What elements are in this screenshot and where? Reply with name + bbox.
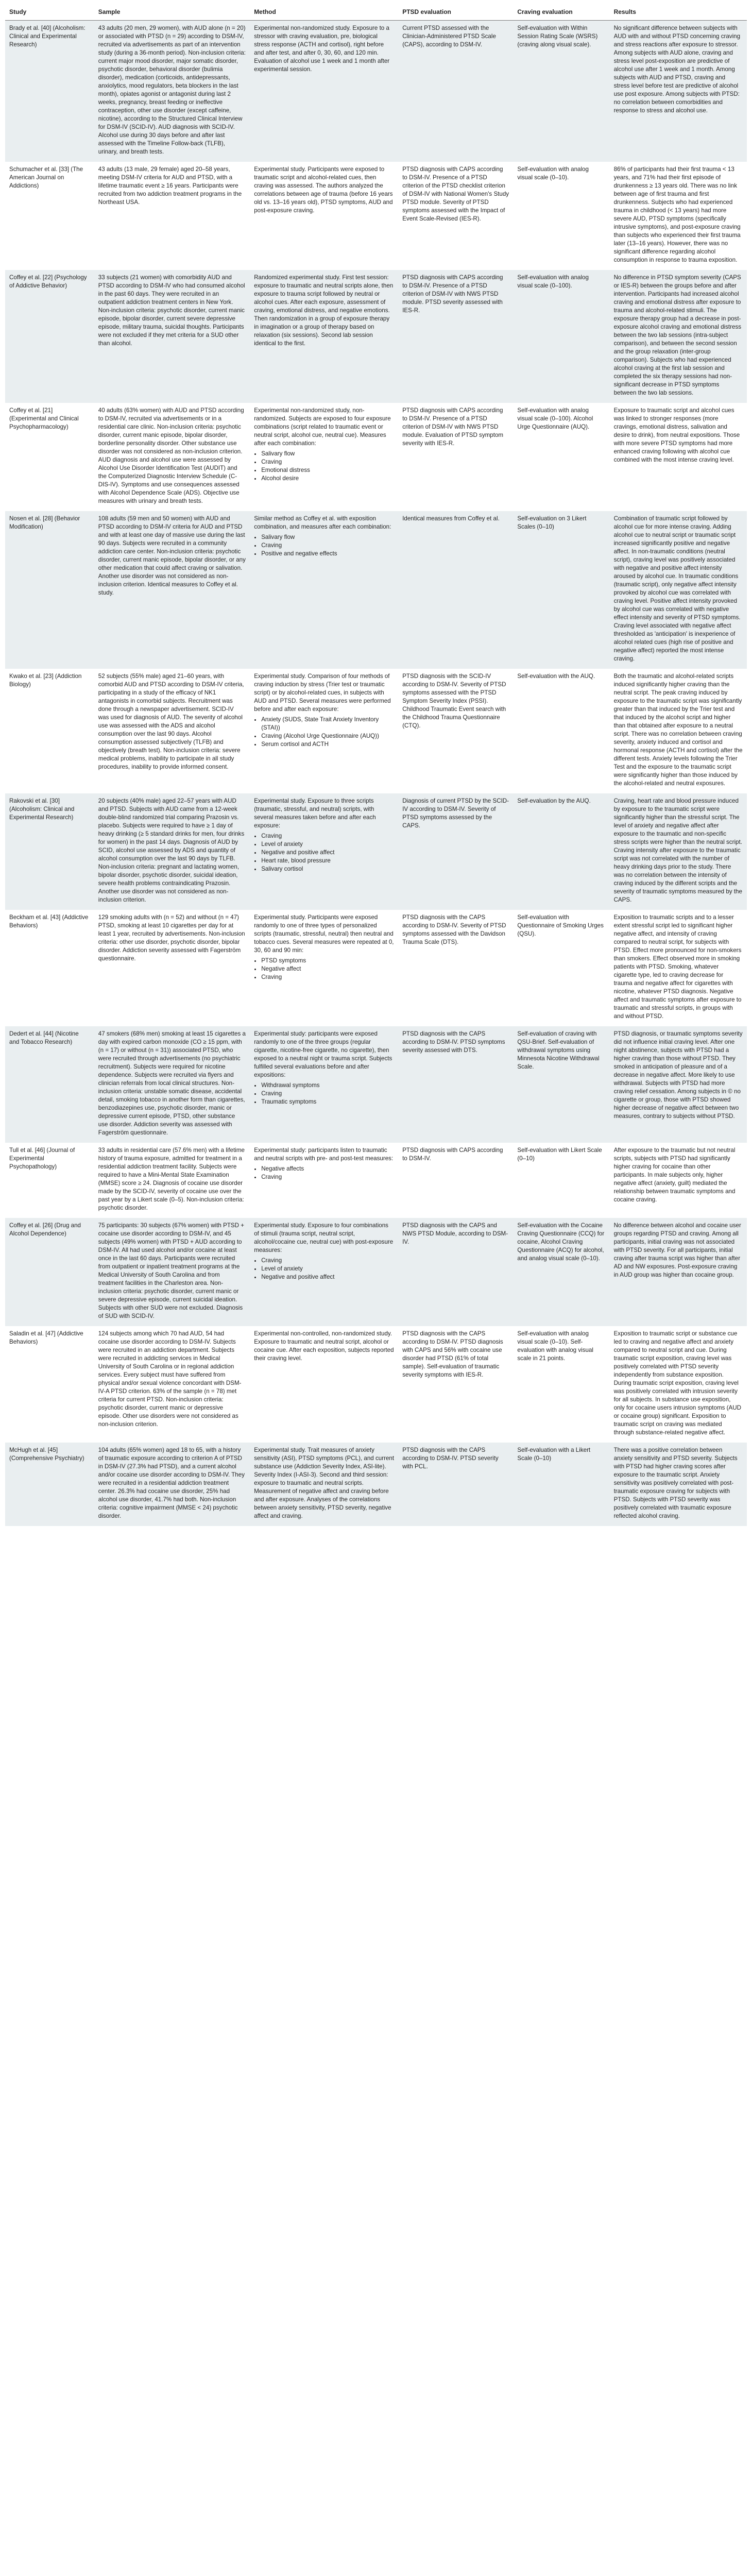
method-measure-item: • Negative affect — [261, 965, 394, 973]
cell-method-text: Experimental study. Participants were exposed randomly to one of three types of personalized scripts (traumatic, stressful, neutral) then neutral and tobacco cues. Several measures were repeated at 0, 30, 60 and 90 min: — [254, 914, 394, 954]
cell-sample-text: 124 subjects among which 70 had AUD, 54 had cocaine use disorder according to DSM-IV. Subjects were recruited in an addiction department. Subjects were recruited in addicting services in Medical University of South Carolina or in regional addiction services. Every subject must have suffered from physical and/or sexual violence concordant with DSM-IV-A PTSD criterion. 63% of the sample (n = 78) met criteria for current PTSD. Non-inclusion criteria: psychotic disorder, current manic or depressive episode. Other use disorders were not considered as non-inclusion criterion. — [98, 1330, 242, 1428]
method-measure-item: • Emotional distress — [261, 466, 394, 474]
cell-sample-text: 75 participants: 30 subjects (67% women) with PTSD + cocaine use disorder according to DSM-IV, and 45 subjects (49% women) with PTSD + AUD according to DSM-IV. All had used alcohol and/or cocaine at least once in the last 60 days. Participants were recruited from outpatient or inpatient treatment programs at the Medical University of South Carolina and from treatment facilities in the Charleston area. Non-inclusion criteria: psychotic disorder, current manic or severe depressive episode, current suicidal ideation. Subjects with other SUD were not excluded. Diagnosis of SUD with SCID-IV. — [98, 1222, 245, 1319]
cell-method-text: Randomized experimental study. First test session: exposure to traumatic and neutral scripts alone, then exposure to trauma script followed by neutral or alcohol cues. After each exposure, assessment of craving, emotional distress, and negative emotions. Then randomization in a group of exposure therapy in imagination or a group of therapy based on relaxation (six sessions). Second lab session identical to the first. — [254, 274, 394, 347]
method-measure-item: • PTSD symptoms — [261, 957, 394, 965]
method-measure-item: • Negative and positive affect — [261, 849, 394, 857]
header-ptsd-evaluation: PTSD evaluation — [398, 4, 513, 21]
cell-results-text: Combination of traumatic script followed by alcohol cue for more intense craving. Adding alcohol cue to neutral script or traumatic script increased significantly positive and negative affect. In non-traumatic conditions (neutral script), craving level was positively associated with negative and positive affect intensity aroused by alcohol cue. In traumatic conditions (traumatic script), only negative affect intensity provoked by alcohol cue was correlated with craving level. Positive affect intensity provoked by alcohol cue was correlated with negative effect intensity and severity of PTSD symptoms. Craving level associated with negative affect thresholded as 'anticipation' is inexperience of alcohol related cues (high rise of positive and negative affect) reported the most intense craving. — [613, 515, 741, 662]
cell-results-text: There was a positive correlation between anxiety sensitivity and PTSD severity. Subjects with PTSD had higher craving scores after exposure to the traumatic script. Anxiety sensitivity was positively correlated with post-traumatic exposure craving for subjects with PTSD. Subjects with PTSD severity was positively correlated with traumatic exposure reflected alcohol craving. — [613, 1447, 738, 1519]
method-measures-list — [254, 1081, 394, 1106]
cell-results-text: No significant difference between subjects with AUD with and without PTSD concerning craving and stress reactions after exposure to stressor. Among subjects with AUD alone, craving and stress level post-exposition are predictive of alcohol use after 1 week and 1 month. Among subjects with AUD and PTSD, craving and stress level before test are predictive of alcohol use post exposure. Among subjects with PTSD: no correlation between comorbidities and response to stress and alcohol use. — [613, 25, 741, 114]
cell-craving-evaluation — [513, 270, 609, 403]
cell-ptsd-evaluation — [398, 403, 513, 511]
cell-study — [5, 162, 94, 270]
cell-sample-text: 43 adults (13 male, 29 female) aged 20–58 years, meeting DSM-IV criteria for AUD and PTSD, with a lifetime traumatic event ≥ 16 years. Participants were recruited from two addiction treatment programs in the Northeast USA. — [98, 166, 242, 206]
table-row — [5, 910, 747, 1026]
cell-study-text: Coffey et al. [26] (Drug and Alcohol Dependence) — [9, 1222, 81, 1237]
cell-method-text: Experimental study. Trait measures of anxiety sensitivity (ASI), PTSD symptoms (PCL), and current substance use (Addiction Severity Index, ASI-lite). Severity Index (I-ASI-3). Second and third session: exposure to traumatic and neutral scripts. Measurement of negative affect and craving before and after exposure. Analyses of the correlations between anxiety sensitivity, PTSD severity, negative affect and craving. — [254, 1447, 395, 1519]
cell-study — [5, 403, 94, 511]
cell-study — [5, 1143, 94, 1218]
cell-sample — [94, 1026, 250, 1143]
cell-ptsd-evaluation-text: PTSD diagnosis with the CAPS according to DSM-IV. PTSD symptoms severity assessed with DTS. — [402, 1030, 505, 1054]
cell-sample — [94, 1326, 250, 1443]
header-row — [5, 4, 747, 21]
cell-craving-evaluation — [513, 1143, 609, 1218]
cell-craving-evaluation — [513, 21, 609, 162]
cell-sample-text: 40 adults (63% women) with AUD and PTSD according to DSM-IV, recruited via advertisements or in a residential care clinic. Non-inclusion criteria: psychotic disorder, current manic episode, bipolar disorder, borderline personality disorder. Other substance use disorder was not considered as non-inclusion criterion. AUD diagnosis and alcohol use were assessed by Alcohol Use Disorder Identification Test (AUDIT) and the Computerized Diagnostic Interview Schedule (C-DIS-IV). Symptoms and use consequences assessed with Alcohol Dependence Scale (ADS). Objective use measures with urinary and breath tests. — [98, 407, 244, 504]
cell-results — [610, 1143, 747, 1218]
cell-method — [250, 21, 398, 162]
cell-results — [610, 403, 747, 511]
cell-results — [610, 669, 747, 793]
cell-ptsd-evaluation-text: PTSD diagnosis with CAPS according to DSM-IV. Presence of a PTSD criterion of DSM-IV with NWS PTSD module. PTSD severity assessed with IES-R. — [402, 274, 503, 314]
cell-sample — [94, 669, 250, 793]
table-row — [5, 669, 747, 793]
cell-ptsd-evaluation — [398, 669, 513, 793]
table-header — [5, 4, 747, 21]
method-measure-item: • Salivary cortisol — [261, 865, 394, 873]
cell-results — [610, 793, 747, 910]
header-sample: Sample — [94, 4, 250, 21]
method-measure-item: • Serum cortisol and ACTH — [261, 740, 394, 749]
cell-craving-evaluation — [513, 1218, 609, 1326]
cell-results-text: After exposure to the traumatic but not neutral scripts, subjects with PTSD had significantly higher craving for cocaine than other participants. In male subjects only, higher negative affect (anxiety, guilt) mediated the relationship between traumatic symptoms and cocaine craving. — [613, 1147, 736, 1203]
method-measures-list — [254, 957, 394, 981]
cell-sample — [94, 162, 250, 270]
cell-sample-text: 33 adults in residential care (57.6% men) with a lifetime history of trauma exposure, admitted for treatment in a residential addiction treatment facility. Subjects were required to have a Mini-Mental State Examination (MMSE) score ≥ 24. Diagnosis of cocaine use disorder made by the SCID-IV, severity of cocaine use over the past year by a Likert scale (0–5). Non-inclusion criteria: psychotic disorder. — [98, 1147, 245, 1211]
table-row — [5, 1443, 747, 1526]
cell-study-text: Nosen et al. [28] (Behavior Modification) — [9, 515, 80, 530]
cell-sample-text: 108 adults (59 men and 50 women) with AUD and PTSD according to DSM-IV criteria for AUD and PTSD and with at least one day of massive use during the last 90 days. Subjects were recruited in a community addiction care center. Non-inclusion criteria: psychotic disorder, current manic episode, bipolar disorder, or any other medication that could affect craving or salivation. Another use disorder was not considered as non-inclusion criterion. Identical measures to Coffey et al. study. — [98, 515, 246, 596]
method-measure-item: • Traumatic symptoms — [261, 1098, 394, 1106]
header-results: Results — [610, 4, 747, 21]
cell-results-text: No difference between alcohol and cocaine user groups regarding PTSD and craving. Among all participants, initial craving was not associated with PTSD severity. For all participants, initial craving after trauma script was higher than after AD and NW exposures. Post-exposure craving in AUD group was higher than cocaine group. — [613, 1222, 741, 1278]
cell-method-text: Experimental study. Comparison of four methods of craving induction by stress (Trier test or traumatic script) or by alcohol-related cues, in subjects with AUD and PTSD. Several measures were performed before and after each exposure: — [254, 673, 391, 713]
cell-craving-evaluation — [513, 669, 609, 793]
cell-craving-evaluation-text: Self-evaluation with the AUQ. — [517, 673, 595, 680]
cell-craving-evaluation — [513, 1443, 609, 1526]
cell-method — [250, 1026, 398, 1143]
method-measure-item: • Negative and positive affect — [261, 1273, 394, 1281]
cell-method-text: Experimental study. Exposure to three scripts (traumatic, stressful, and neutral) scripts, with several measures taken before and after each exposure: — [254, 798, 376, 829]
cell-craving-evaluation — [513, 1326, 609, 1443]
cell-study — [5, 21, 94, 162]
cell-results-text: No difference in PTSD symptom severity (CAPS or IES-R) between the groups before and after intervention. Participants had increased alcohol craving and emotional distress after exposure to trauma and alcohol-related stimuli. The exposure therapy group had a decrease in post-exposure alcohol craving and emotional distress between the two lab sessions (intra-subject comparison), and between the second session and the group relaxation (inter-group comparison). Subjects who had experienced alcohol craving at the first lab session and completed the six therapy sessions had non-significant decrease in PTSD symptoms between the two lab sessions. — [613, 274, 742, 396]
table-row — [5, 1143, 747, 1218]
cell-sample-text: 129 smoking adults with (n = 52) and without (n = 47) PTSD, smoking at least 10 cigarettes per day for at least 1 year, recruited by advertisements. Non-inclusion criteria: other use disorder, psychotic disorder, bipolar disorder. Addiction severity assessed with Fagerström questionnaire. — [98, 914, 245, 962]
cell-study-text: Coffey et al. [22] (Psychology of Addictive Behavior) — [9, 274, 87, 289]
cell-sample-text: 33 subjects (21 women) with comorbidity AUD and PTSD according to DSM-IV who had consumed alcohol in the past 60 days. They were recruited in an outpatient addiction treatment centers in New York. Non-inclusion criteria: psychotic disorder, current manic episode, bipolar disorder, current severe depressive episode, military trauma, suicidal thoughts. Participants were not excluded if they met criteria for a SUD other than alcohol. — [98, 274, 245, 347]
method-measures-list — [254, 1257, 394, 1281]
cell-ptsd-evaluation-text: PTSD diagnosis with the CAPS and NWS PTSD Module, according to DSM-IV. — [402, 1222, 508, 1245]
cell-study-text: Tull et al. [46] (Journal of Experimental Psychopathology) — [9, 1147, 75, 1170]
cell-method — [250, 403, 398, 511]
cell-craving-evaluation-text: Self-evaluation on 3 Likert Scales (0–10) — [517, 515, 587, 530]
cell-craving-evaluation — [513, 403, 609, 511]
cell-method-text: Experimental non-randomized study, non-randomized. Subjects are exposed to four exposure combinations (script related to traumatic event or neutral script, alcohol cue, neutral cue). Measures after each combination: — [254, 407, 391, 447]
cell-method — [250, 910, 398, 1026]
cell-study — [5, 270, 94, 403]
cell-study-text: McHugh et al. [45] (Comprehensive Psychiatry) — [9, 1447, 84, 1462]
method-measure-item: • Negative affects — [261, 1165, 394, 1173]
method-measure-item: • Craving — [261, 458, 394, 466]
method-measure-item: • Salivary flow — [261, 533, 394, 541]
method-measures-list — [254, 450, 394, 483]
cell-ptsd-evaluation — [398, 21, 513, 162]
table-row — [5, 21, 747, 162]
cell-sample — [94, 1443, 250, 1526]
method-measure-item: • Craving — [261, 1173, 394, 1181]
cell-sample — [94, 793, 250, 910]
method-measure-item: • Alcohol desire — [261, 474, 394, 483]
cell-sample — [94, 1218, 250, 1326]
cell-results — [610, 162, 747, 270]
cell-ptsd-evaluation-text: PTSD diagnosis with the CAPS according to DSM-IV. PTSD diagnosis with CAPS and 56% with cocaine use disorder had PTSD (61% of total sample). Self-evaluation of traumatic severity symptoms with IES-R. — [402, 1330, 503, 1378]
cell-craving-evaluation — [513, 511, 609, 669]
cell-study-text: Kwako et al. [23] (Addiction Biology) — [9, 673, 82, 688]
cell-study-text: Saladin et al. [47] (Addictive Behaviors) — [9, 1330, 83, 1345]
cell-ptsd-evaluation — [398, 1026, 513, 1143]
cell-results-text: Exposure to traumatic script and alcohol cues was linked to stronger responses (more cravings, emotional distress, salivation and desire to drink), from neutral expositions. Those with more severe PTSD symptoms had more enhanced craving following with alcohol cue combined with the most intense craving level. — [613, 407, 740, 463]
cell-ptsd-evaluation — [398, 162, 513, 270]
cell-study-text: Beckham et al. [43] (Addictive Behaviors) — [9, 914, 89, 929]
cell-study — [5, 511, 94, 669]
method-measures-list — [254, 1165, 394, 1181]
cell-study-text: Rakovski et al. [30] (Alcoholism: Clinical and Experimental Research) — [9, 798, 75, 821]
cell-study — [5, 1026, 94, 1143]
cell-results — [610, 270, 747, 403]
cell-method-text: Similar method as Coffey et al. with exposition combination, and measures after each combination: — [254, 515, 391, 530]
cell-craving-evaluation — [513, 793, 609, 910]
cell-method — [250, 669, 398, 793]
table-row — [5, 403, 747, 511]
method-measure-item: • Craving — [261, 1090, 394, 1098]
cell-sample — [94, 910, 250, 1026]
cell-ptsd-evaluation-text: PTSD diagnosis with the SCID-IV according to DSM-IV. Severity of PTSD symptoms assessed with the PTSD Symptom Severity Index (PSSI). Childhood Traumatic Event search with the Childhood Trauma Questionnaire (CTQ). — [402, 673, 506, 729]
cell-study-text: Brady et al. [40] (Alcoholism: Clinical and Experimental Research) — [9, 25, 86, 48]
method-measures-list — [254, 832, 394, 873]
cell-results-text: PTSD diagnosis, or traumatic symptoms severity did not influence initial craving level. After one night abstinence, subjects with PTSD had a higher craving than those without PTSD. They smoked in anticipation of pleasure and of a decrease in negative affect. More likely to use withdrawal. Subjects with PTSD had more craving relief cessation. Among subjects in © no cigarette or group, those with PTSD showed higher decrease of negative affect between two measures, contrary to subjects without PTSD. — [613, 1030, 743, 1120]
cell-craving-evaluation — [513, 910, 609, 1026]
method-measure-item: • Withdrawal symptoms — [261, 1081, 394, 1090]
cell-method-text: Experimental study. Participants were exposed to traumatic script and alcohol-related cues, then craving was assessed. The authors analyzed the correlations between age of trauma (before 16 years old vs. 13–16 years old), PTSD symptoms, AUD and post-exposure craving. — [254, 166, 393, 214]
cell-ptsd-evaluation-text: PTSD diagnosis with the CAPS according to DSM-IV. Severity of PTSD symptoms assessed with the Davidson Trauma Scale (DTS). — [402, 914, 506, 945]
cell-ptsd-evaluation-text: Identical measures from Coffey et al. — [402, 515, 500, 522]
cell-results-text: 86% of participants had their first trauma < 13 years, and 71% had their first episode of drunkenness ≥ 13 years old. There was no link between age of first trauma and first drunkenness. Subjects who had experienced trauma in childhood (< 13 years) had more severe AUD, PTSD symptoms (specifically intrusive symptoms), and post-exposure craving than subjects who experienced their first trauma later (13–16 years). However, there was no significant difference regarding alcohol consumption in response to trauma exposition. — [613, 166, 741, 263]
table-row — [5, 1026, 747, 1143]
cell-ptsd-evaluation-text: PTSD diagnosis with CAPS according to DSM-IV. — [402, 1147, 503, 1162]
cell-sample — [94, 270, 250, 403]
cell-study-text: Schumacher et al. [33] (The American Journal on Addictions) — [9, 166, 83, 189]
cell-ptsd-evaluation — [398, 1326, 513, 1443]
method-measure-item: • Craving — [261, 1257, 394, 1265]
method-measure-item: • Salivary flow — [261, 450, 394, 458]
cell-study — [5, 910, 94, 1026]
cell-method — [250, 1443, 398, 1526]
cell-ptsd-evaluation-text: PTSD diagnosis with CAPS according to DSM-IV. Presence of a PTSD criterion of DSM-IV with NWS PTSD module. Evaluation of PTSD symptom severity with IES-R. — [402, 407, 504, 447]
cell-craving-evaluation-text: Self-evaluation with Likert Scale (0–10) — [517, 1147, 602, 1162]
cell-craving-evaluation-text: Self-evaluation with analog visual scale (0–10). — [517, 166, 589, 181]
cell-method — [250, 270, 398, 403]
cell-ptsd-evaluation — [398, 793, 513, 910]
cell-sample-text: 47 smokers (68% men) smoking at least 15 cigarettes a day with expired carbon monoxide (CO ≥ 15 ppm, with (n = 17) or without (n = 31)) associated PTSD, who were recruited through advertisements (no psychiatric recruitment). Subjects were required for nicotine dependence. Subjects were recruited via flyers and clinician referrals from local clinical structures. Non-inclusion criteria: unstable somatic disease, accidental detail, smoking tobacco in another form than cigarettes, benzodiazepines use, psychotic disorder, manic or depressive current episode, PTSD, other substance use disorder. Addiction severity was assessed with Fagerström questionnaire. — [98, 1030, 246, 1136]
cell-results — [610, 511, 747, 669]
cell-craving-evaluation-text: Self-evaluation with Questionnaire of Smoking Urges (QSU). — [517, 914, 604, 937]
cell-results — [610, 1026, 747, 1143]
header-method: Method — [250, 4, 398, 21]
cell-results-text: Exposition to traumatic script or substance cue led to craving and negative affect and anxiety compared to neutral script and cue. During traumatic script exposition, craving level was positively correlated with PTSD severity independently from substance exposition. During traumatic script exposition, craving level was positively correlated with intrusion severity for all subjects. In substance use exposition, only for cocaine users intrusion symptoms (AUD or cocaine group) significant. Exposition to traumatic script on craving was mediated through substance-related negative affect. — [613, 1330, 741, 1436]
cell-sample — [94, 21, 250, 162]
cell-results — [610, 1218, 747, 1326]
cell-method — [250, 511, 398, 669]
cell-results — [610, 1326, 747, 1443]
cell-method — [250, 162, 398, 270]
table-row — [5, 793, 747, 910]
method-measures-list — [254, 533, 394, 558]
method-measures-list — [254, 716, 394, 749]
method-measure-item: • Level of anxiety — [261, 1265, 394, 1273]
cell-results-text: Both the traumatic and alcohol-related scripts induced significantly higher craving than the neutral script. The peak craving induced by exposure to the traumatic script was significantly greater than that induced by the Trier test and that induced by the alcohol script and higher than that obtained after exposure to a neutral script. There was no correlation between craving severity, anxiety induced and cortisol and hormonal response (ACTH and cortisol) after the different tests. Anxiety levels following the Trier Test and the exposure to the traumatic script were significantly higher than those induced by the alcohol-related and neutral exposures. — [613, 673, 743, 787]
cell-results — [610, 1443, 747, 1526]
cell-study-text: Coffey et al. [21] (Experimental and Clinical Psychopharmacology) — [9, 407, 79, 430]
cell-craving-evaluation-text: Self-evaluation with analog visual scale (0–100). — [517, 274, 589, 289]
table-row — [5, 1326, 747, 1443]
cell-study — [5, 1326, 94, 1443]
cell-study — [5, 793, 94, 910]
method-measure-item: • Craving — [261, 541, 394, 550]
cell-method-text: Experimental non-randomized study. Exposure to a stressor with craving evaluation, pre, biological stress response (ACTH and cortisol), right before and after test, and after 0, 30, 60, and 120 min. Evaluation of alcohol use 1 week and 1 month after experimental session. — [254, 25, 390, 73]
cell-study — [5, 669, 94, 793]
cell-sample — [94, 403, 250, 511]
cell-craving-evaluation-text: Self-evaluation of craving with QSU-Brief. Self-evaluation of withdrawal symptoms using Minnesota Nicotine Withdrawal Scale. — [517, 1030, 600, 1070]
table-row — [5, 1218, 747, 1326]
method-measure-item: • Craving — [261, 973, 394, 981]
cell-ptsd-evaluation — [398, 1443, 513, 1526]
cell-craving-evaluation — [513, 162, 609, 270]
cell-ptsd-evaluation — [398, 511, 513, 669]
cell-craving-evaluation-text: Self-evaluation with analog visual scale (0–100). Alcohol Urge Questionnaire (AUQ). — [517, 407, 593, 430]
cell-ptsd-evaluation-text: PTSD diagnosis with CAPS according to DSM-IV. Presence of a PTSD criterion of the PTSD checklist criterion of DSM-IV with National Women's Study PTSD module. Severity of PTSD symptoms assessed with the Impact of Event Scale-Revised (IES-R). — [402, 166, 509, 222]
cell-sample-text: 43 adults (20 men, 29 women), with AUD alone (n = 20) or associated with PTSD (n = 29) according to DSM-IV, recruited via advertisements as part of an intervention study (during a 36-month period). Non-inclusion criteria: current major mood disorder, major somatic disorder, psychotic disorder, behavioral disorder (bulimia disorder), medication (corticoids, antidepressants, anxiolytics, mood regulators, beta blockers in the last month), opiates agonist or antagonist during last 2 weeks, pregnancy, breast feeding or ineffective contraception, other use disorder (except caffeine, nicotine), according to the Structured Clinical Interview for DSM-IV (SCID-IV). AUD diagnosis with SCID-IV. Alcohol use during 30 days before and after last assessed with the Timeline Follow-back (TLFB), urinary, and breath tests. — [98, 25, 246, 155]
cell-method — [250, 1218, 398, 1326]
method-measure-item: • Level of anxiety — [261, 840, 394, 849]
cell-results — [610, 910, 747, 1026]
method-measure-item: • Craving (Alcohol Urge Questionnaire (AUQ)) — [261, 732, 394, 740]
header-study: Study — [5, 4, 94, 21]
cell-sample — [94, 1143, 250, 1218]
header-craving-evaluation: Craving evaluation — [513, 4, 609, 21]
cell-method-text: Experimental study: participants listen to traumatic and neutral scripts with pre- and post-test measures: — [254, 1147, 394, 1162]
cell-sample-text: 52 subjects (55% male) aged 21–60 years, with comorbid AUD and PTSD according to DSM-IV criteria, participating in a study of the efficacy of NK1 antagonists in comorbid subjects. Recruitment was done through a newspaper advertisement. SCID-IV was used for diagnosis of AUD. The severity of alcohol use was assessed with the ADS and alcohol consumption over the last 90 days. Alcohol consumption assessed subjectively (TLFB) and objectively (breath test). Non-inclusion criteria: severe medical problems, inability to participate in all study procedures, inability to provide informed consent. — [98, 673, 244, 770]
cell-ptsd-evaluation-text: Current PTSD assessed with the Clinician-Administered PTSD Scale (CAPS), according to DSM-IV. — [402, 25, 496, 48]
cell-ptsd-evaluation — [398, 270, 513, 403]
method-measure-item: • Anxiety (SUDS, State Trait Anxiety Inventory (STAI)) — [261, 716, 394, 732]
cell-results-text: Exposition to traumatic scripts and to a lesser extent stressful script led to significant higher negative affect, and intensity of craving compared to neutral script, for subjects with PTSD. Effect more pronounced for non-smokers than smokers. Effect observed more in smoking patients with PTSD. Smoking, whatever cigarette type, led to craving decrease for trauma and negative affect for cigarettes with nicotine, whatever PTSD diagnosis. Negative affect and traumatic symptoms after exposure to traumatic and stressful scripts, in groups with and without PTSD. — [613, 914, 742, 1020]
cell-sample — [94, 511, 250, 669]
table-row — [5, 511, 747, 669]
method-measure-item: • Craving — [261, 832, 394, 840]
method-measure-item: • Positive and negative effects — [261, 550, 394, 558]
cell-results — [610, 21, 747, 162]
cell-sample-text: 104 adults (65% women) aged 18 to 65, with a history of traumatic exposure according to criterion A of PTSD in DSM-IV (27.3% had PTSD), and a current alcohol and/or cocaine use disorder according to DSM-IV. They were recruited in a residential addiction treatment center. 26.3% had cocaine use disorder, 25% had alcohol use disorder, 41.7% had both. Non-inclusion criteria: cognitive impairment (MMSE < 24) psychotic disorder. — [98, 1447, 245, 1519]
cell-study — [5, 1218, 94, 1326]
cell-craving-evaluation-text: Self-evaluation with the Cocaine Craving Questionnaire (CCQ) for cocaine, Alcohol Craving Questionnaire (ACQ) for alcohol, and analog visual scale (0–10). — [517, 1222, 605, 1262]
cell-study — [5, 1443, 94, 1526]
cell-sample-text: 20 subjects (40% male) aged 22–57 years with AUD and PTSD. Subjects with AUD came from a 12-week double-blind randomized trial comparing Prazosin vs. placebo. Subjects were required to have ≥ 1 day of heavy drinking (≥ 5 standard drinks for men, four drinks for women) in the past 14 days. Diagnosis of AUD by SCID, alcohol use assessed by ADS and quantity of alcohol consumption over the last 90 days by TLFB. Non-inclusion criteria: pregnant and lactating women, bipolar disorder, psychotic disorder, suicidal ideation, severe health problems contraindicating Prazosin. Another use disorder was not considered as non-inclusion criterion. — [98, 798, 245, 903]
cell-craving-evaluation-text: Self-evaluation with Within Session Rating Scale (WSRS) (craving along visual scale). — [517, 25, 598, 48]
cell-ptsd-evaluation — [398, 910, 513, 1026]
cell-ptsd-evaluation-text: Diagnosis of current PTSD by the SCID-IV according to DSM-IV. Severity of PTSD symptoms assessed by the CAPS. — [402, 798, 509, 829]
cell-method-text: Experimental non-controlled, non-randomized study. Exposure to traumatic and neutral script, alcohol or cocaine cue. After each exposition, subjects reported their craving level. — [254, 1330, 394, 1362]
cell-craving-evaluation-text: Self-evaluation with analog visual scale (0–10). Self-evaluation with analog visual scale in 21 points. — [517, 1330, 593, 1362]
table-body — [5, 21, 747, 1527]
cell-study-text: Dedert et al. [44] (Nicotine and Tobacco Research) — [9, 1030, 79, 1045]
cell-method-text: Experimental study. Exposure to four combinations of stimuli (trauma script, neutral script, alcohol/cocaine cue, neutral cue) with post-exposure measures: — [254, 1222, 394, 1253]
cell-craving-evaluation-text: Self-evaluation with a Likert Scale (0–10) — [517, 1447, 591, 1462]
cell-ptsd-evaluation — [398, 1143, 513, 1218]
table-row — [5, 270, 747, 403]
cell-results-text: Craving, heart rate and blood pressure induced by exposure to the traumatic script were significantly higher than the stressful script. The level of anxiety and negative affect after exposure to the traumatic and non-specific stress scripts were higher than the neutral script. Craving intensity after exposure to the traumatic script was not correlated with the number of heavy drinking days prior to the study. There was no correlation between the intensity of craving induced by the different scripts and the severity of traumatic symptoms measured by the CAPS. — [613, 798, 742, 903]
cell-method — [250, 1143, 398, 1218]
method-measure-item: • Heart rate, blood pressure — [261, 857, 394, 865]
cell-ptsd-evaluation — [398, 1218, 513, 1326]
cell-craving-evaluation — [513, 1026, 609, 1143]
studies-table — [5, 4, 747, 1526]
cell-method-text: Experimental study: participants were exposed randomly to one of the three groups (regular cigarette, nicotine-free cigarette, no cigarette), then exposed to a neutral night or trauma script. Subjects fulfilled several evaluations before and after expositions: — [254, 1030, 392, 1078]
cell-ptsd-evaluation-text: PTSD diagnosis with the CAPS according to DSM-IV. PTSD severity with PCL. — [402, 1447, 499, 1470]
cell-craving-evaluation-text: Self-evaluation by the AUQ. — [517, 798, 591, 804]
table-row — [5, 162, 747, 270]
cell-method — [250, 793, 398, 910]
cell-method — [250, 1326, 398, 1443]
